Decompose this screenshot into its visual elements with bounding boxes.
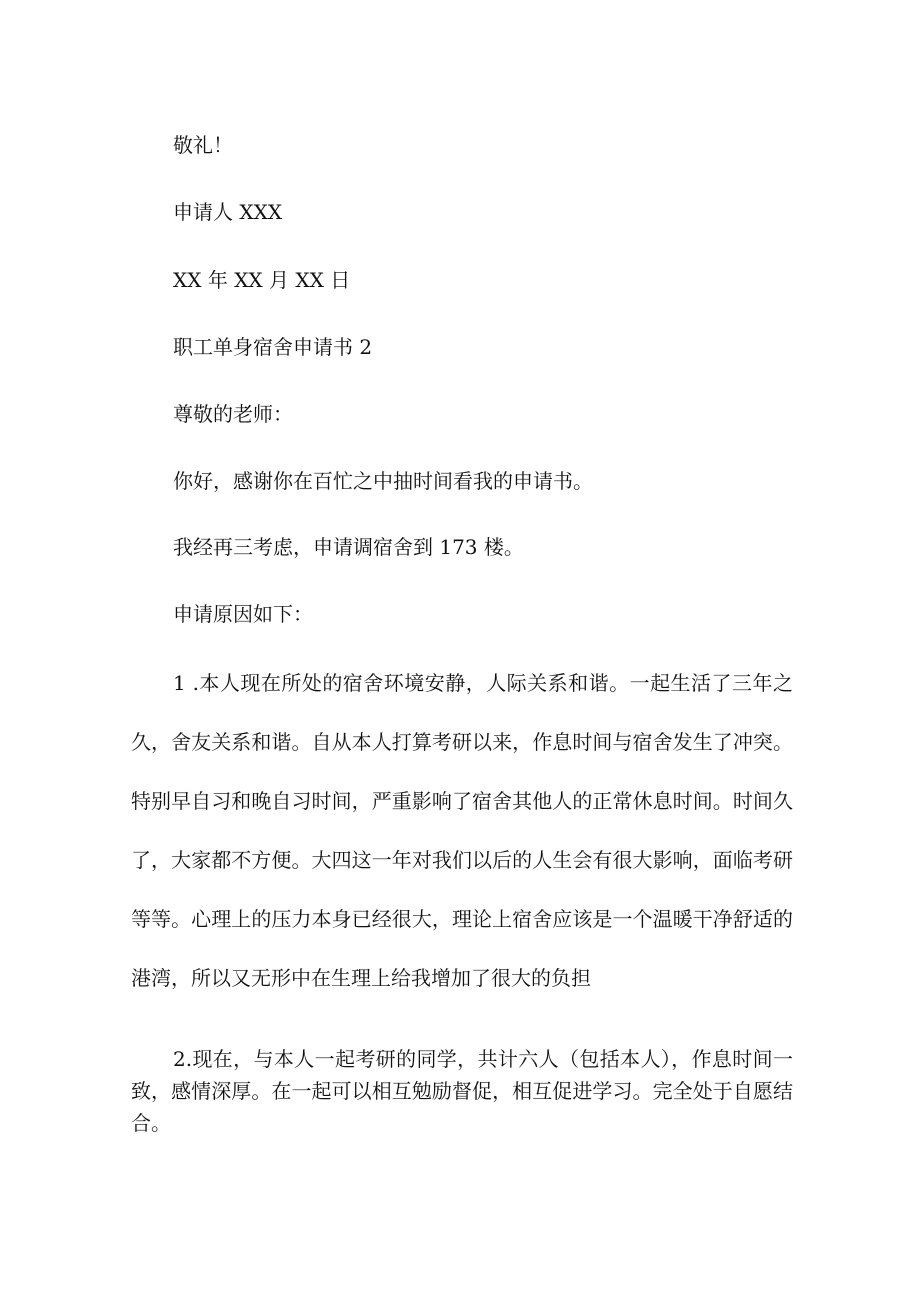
reasons-intro-line: 申请原因如下： xyxy=(173,602,313,626)
salutation-line: 尊敬的老师： xyxy=(173,402,293,426)
greeting-line: 你好，感谢你在百忙之中抽时间看我的申请书。 xyxy=(173,469,593,493)
date-line: XX 年 XX 月 XX 日 xyxy=(173,268,351,292)
request-line: 我经再三考虑，申请调宿舍到 173 楼。 xyxy=(173,535,524,559)
reason-2-paragraph: 2.现在，与本人一起考研的同学，共计六人（包括本人），作息时间一致，感情深厚。在一起可以相互勉励督促，相互促进学习。完全处于自愿结合。 xyxy=(131,1047,793,1135)
applicant-line: 申请人 XXX xyxy=(173,200,283,224)
reason-1-paragraph: 1 .本人现在所处的宿舍环境安静，人际关系和谐。一起生活了三年之久，舍友关系和谐。自从本人打算考研以来，作息时间与宿舍发生了冲突。特别早自习和晚自习时间，严重影响了宿舍其他人的正常休息时间。时间久了，大家都不方便。大四这一年对我们以后的人生会有很大影响，面临考研等等。心理上的压力本身已经很大，理论上宿舍应该是一个温暖干净舒适的港湾，所以又无形中在生理上给我增加了很大的负担 xyxy=(131,671,793,990)
section-title: 职工单身宿舍申请书 2 xyxy=(173,335,373,359)
closing-line: 敬礼！ xyxy=(173,133,233,157)
